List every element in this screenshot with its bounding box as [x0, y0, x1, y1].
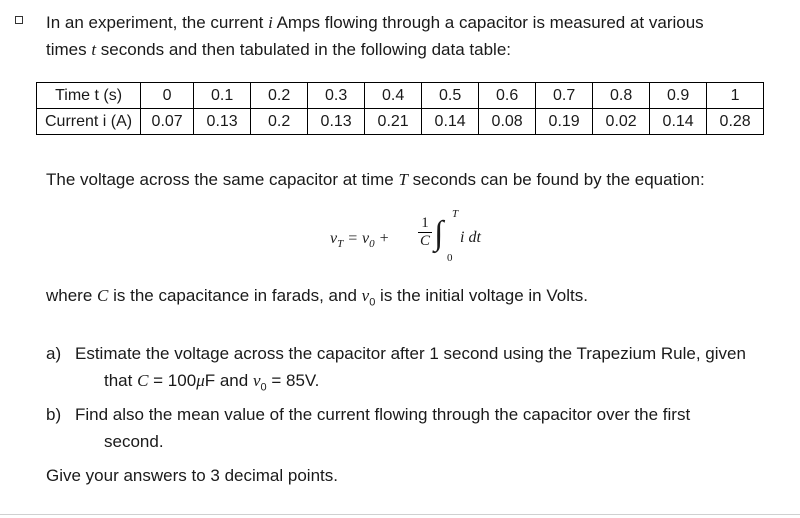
- equation-lhs: $v_T = v_0$ +: [330, 230, 390, 251]
- question-a: a) Estimate the voltage across the capacitor after 1 second using the Trapezium Rule, given: [46, 340, 786, 367]
- time-cell: 0.2: [251, 83, 308, 109]
- time-cell: 0.3: [308, 83, 365, 109]
- time-cell: 0.7: [536, 83, 593, 109]
- current-cell: 0.13: [308, 109, 365, 135]
- table-row-time: [37, 83, 764, 109]
- row-label-time: Time t (s): [37, 83, 141, 109]
- integral-lower-limit: 0: [447, 252, 453, 264]
- page-bottom-divider: [0, 514, 800, 515]
- fraction-one-over-c: 1 C: [419, 215, 430, 249]
- current-cell: 0.2: [251, 109, 308, 135]
- table-row-current: [37, 109, 764, 135]
- current-cell: 0.02: [593, 109, 650, 135]
- row-label-current: Current i (A): [37, 109, 141, 135]
- question-list: [46, 340, 786, 455]
- question-a-marker: a): [46, 344, 62, 363]
- integrand: i dt: [460, 229, 481, 246]
- current-cell: 0.21: [365, 109, 422, 135]
- question-b-continuation: second.: [104, 432, 164, 452]
- intro-line-2: times t seconds and then tabulated in the following data table:: [46, 40, 511, 59]
- time-cell: 0.1: [194, 83, 251, 109]
- intro-line-1: In an experiment, the current i Amps flowing through a capacitor is measured at various: [46, 13, 704, 32]
- integral-upper-limit: T: [452, 208, 459, 220]
- time-cell: 1: [707, 83, 764, 109]
- time-cell: 0: [141, 83, 194, 109]
- where-statement: where C is the capacitance in farads, and $v_0$ is the initial voltage in Volts.: [46, 286, 588, 309]
- current-cell: 0.08: [479, 109, 536, 135]
- question-b-marker: b): [46, 405, 62, 425]
- time-cell: 0.6: [479, 83, 536, 109]
- voltage-equation: [330, 208, 510, 268]
- current-cell: 0.13: [194, 109, 251, 135]
- time-cell: 0.5: [422, 83, 479, 109]
- answer-instruction: Give your answers to 3 decimal points.: [46, 466, 338, 485]
- current-cell: 0.07: [141, 109, 194, 135]
- time-cell: 0.8: [593, 83, 650, 109]
- question-b: b) Find also the mean value of the current flowing through the capacitor over the first: [46, 401, 786, 428]
- time-cell: 0.9: [650, 83, 707, 109]
- data-table: [36, 82, 764, 135]
- current-cell: 0.19: [536, 109, 593, 135]
- voltage-statement: The voltage across the same capacitor at time T seconds can be found by the equation:: [46, 170, 705, 189]
- bullet-square-icon: [15, 16, 23, 24]
- time-cell: 0.4: [365, 83, 422, 109]
- current-cell: 0.28: [707, 109, 764, 135]
- intro-paragraph: [46, 9, 776, 63]
- current-cell: 0.14: [422, 109, 479, 135]
- current-cell: 0.14: [650, 109, 707, 135]
- question-a-continuation: that C = 100μF and $v_0 = 85V$.: [104, 371, 320, 394]
- integral-sign-icon: ∫: [434, 215, 444, 252]
